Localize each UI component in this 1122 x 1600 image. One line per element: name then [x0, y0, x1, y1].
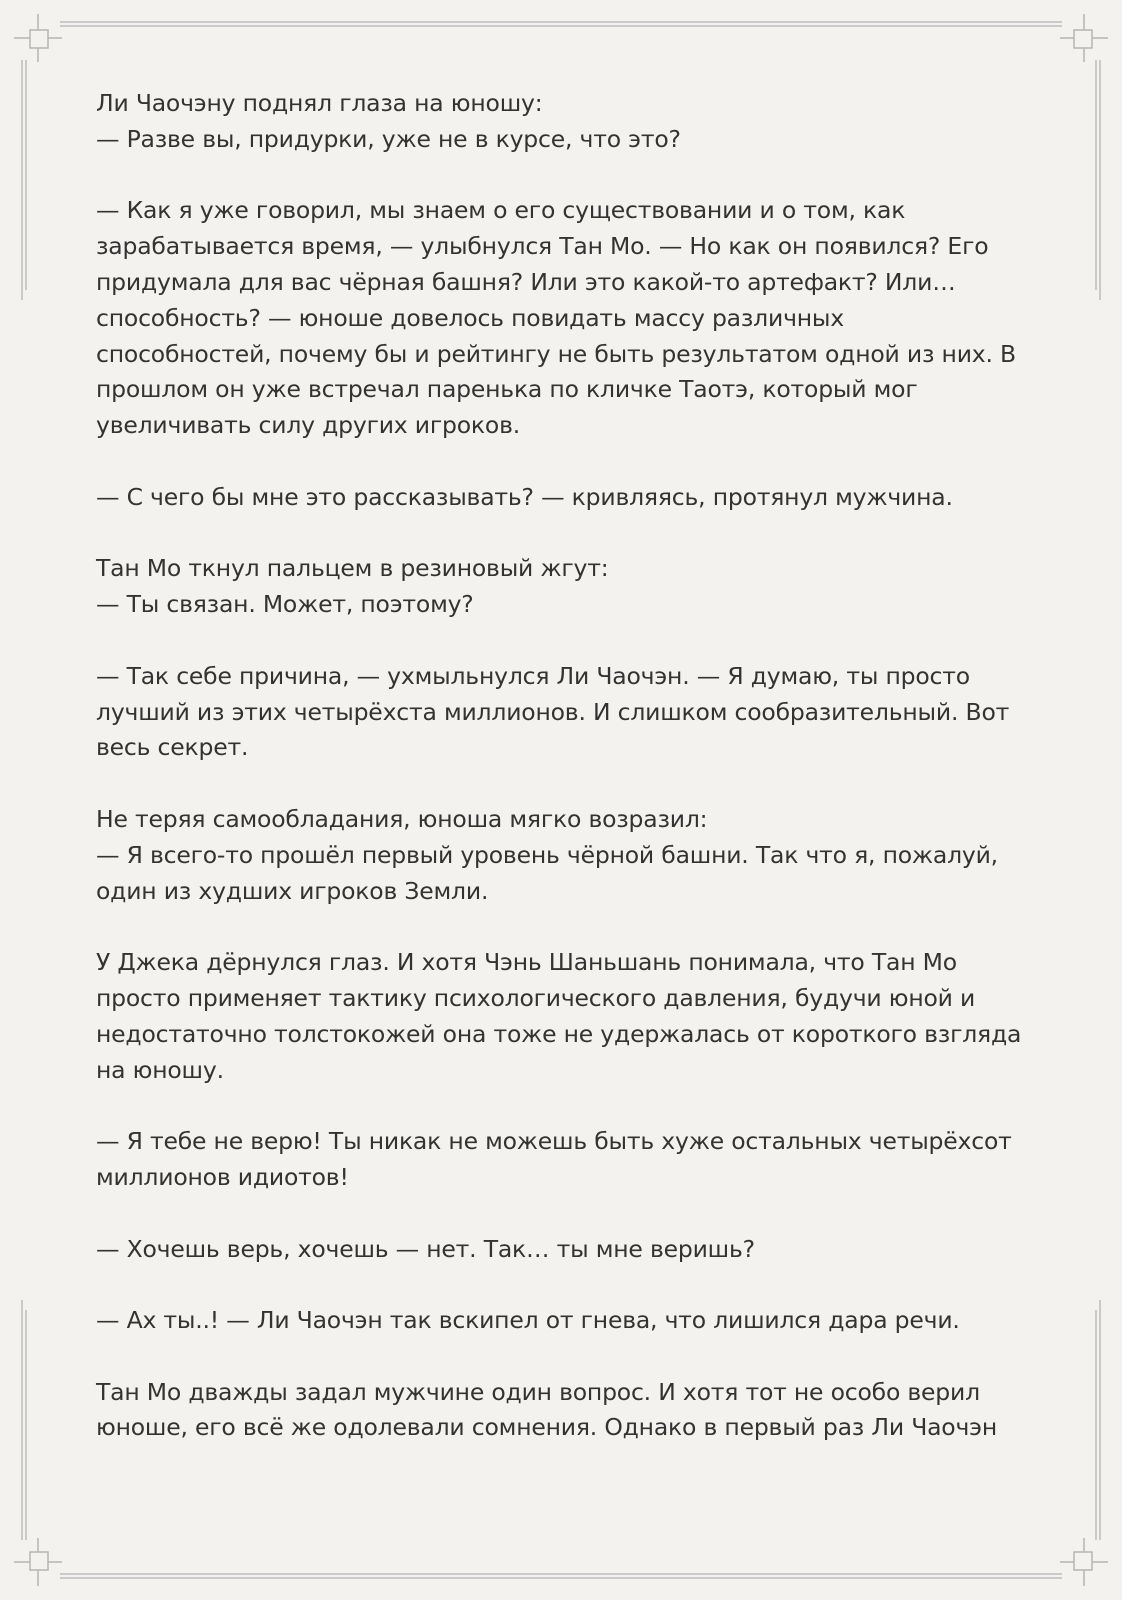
paragraph [96, 1124, 1036, 1196]
text-line: — Ах ты..! — Ли Чаочэн так вскипел от гнева, что лишился дара речи. [96, 1306, 960, 1335]
text-line: — Так себе причина, — ухмыльнулся Ли Чаочэн. — Я думаю, ты просто [96, 661, 970, 690]
text-line: прошлом он уже встречал паренька по кличке Таотэ, который мог [96, 375, 918, 404]
text-line: способностей, почему бы и рейтингу не быть результатом одной из них. В [96, 339, 1016, 368]
paragraph [96, 1232, 1036, 1268]
text-line: юноше, его всё же одолевали сомнения. Однако в первый раз Ли Чаочэн [96, 1413, 998, 1442]
text-line: просто применяет тактику психологического давления, будучи юной и [96, 983, 976, 1012]
text-line: — Разве вы, придурки, уже не в курсе, что это? [96, 124, 681, 153]
text-line: Ли Чаочэну поднял глаза на юношу: [96, 89, 543, 117]
text-line: — Хочешь верь, хочешь — нет. Так… ты мне веришь? [96, 1234, 755, 1263]
text-line: на юношу. [96, 1055, 224, 1084]
text-line: один из худших игроков Земли. [96, 876, 489, 905]
text-line: — Я всего-то прошёл первый уровень чёрной башни. Так что я, пожалуй, [96, 840, 998, 869]
text-line: придумала для вас чёрная башня? Или это какой-то артефакт? Или… [96, 267, 956, 296]
paragraph [96, 802, 1036, 909]
text-line: — Как я уже говорил, мы знаем о его существовании и о том, как [96, 196, 906, 225]
paragraph [96, 86, 1036, 158]
text-line: весь секрет. [96, 733, 249, 762]
paragraph [96, 480, 1036, 516]
text-line: Тан Мо дважды задал мужчине один вопрос. И хотя тот не особо верил [96, 1377, 980, 1406]
text-line: Тан Мо ткнул пальцем в резиновый жгут: [96, 554, 609, 583]
text-line: Не теряя самообладания, юноша мягко возразил: [96, 804, 708, 833]
paragraph [96, 659, 1036, 766]
text-line: увеличивать силу других игроков. [96, 411, 520, 440]
paragraph [96, 1303, 1036, 1339]
paragraph [96, 551, 1036, 623]
paragraph [96, 945, 1036, 1088]
text-line: лучший из этих четырёхста миллионов. И слишком сообразительный. Вот [96, 697, 1010, 726]
paragraph [96, 1375, 1036, 1447]
text-line: недостаточно толстокожей она тоже не удержалась от короткого взгляда [96, 1019, 1022, 1048]
document-body [96, 86, 1036, 1482]
text-line: зарабатывается время, — улыбнулся Тан Мо. — Но как он появился? Его [96, 232, 989, 261]
text-line: — С чего бы мне это рассказывать? — кривляясь, протянул мужчина. [96, 482, 953, 511]
text-line: — Ты связан. Может, поэтому? [96, 590, 474, 619]
text-line: миллионов идиотов! [96, 1162, 349, 1191]
text-line: способность? — юноше довелось повидать массу различных [96, 303, 844, 332]
paragraph [96, 193, 1036, 444]
text-line: У Джека дёрнулся глаз. И хотя Чэнь Шаньшань понимала, что Тан Мо [96, 948, 957, 977]
text-line: — Я тебе не верю! Ты никак не можешь быть хуже остальных четырёхсот [96, 1127, 1012, 1156]
